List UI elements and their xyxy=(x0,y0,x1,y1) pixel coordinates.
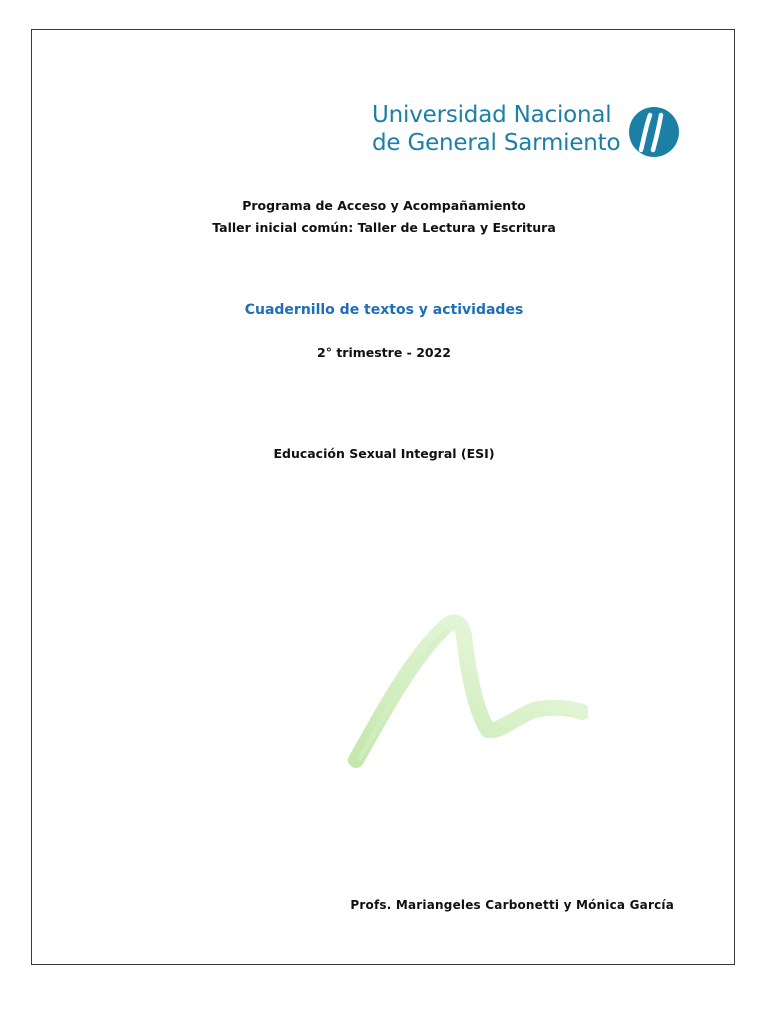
ungs-watermark-icon xyxy=(338,612,588,772)
logo-text-line-2: de General Sarmiento xyxy=(372,130,621,156)
ungs-logo-icon xyxy=(628,106,680,158)
booklet-title: Cuadernillo de textos y actividades xyxy=(244,302,524,318)
authors-credit: Profs. Mariangeles Carbonetti y Mónica García xyxy=(350,898,674,912)
logo-text-line-1: Universidad Nacional xyxy=(372,102,612,128)
workshop-name: Taller inicial común: Taller de Lectura y Escritura xyxy=(212,220,556,235)
topic-title: Educación Sexual Integral (ESI) xyxy=(273,446,495,461)
page-border xyxy=(31,29,735,965)
university-logo xyxy=(372,102,684,160)
term-label: 2° trimestre - 2022 xyxy=(317,345,451,360)
program-name: Programa de Acceso y Acompañamiento xyxy=(242,198,526,213)
